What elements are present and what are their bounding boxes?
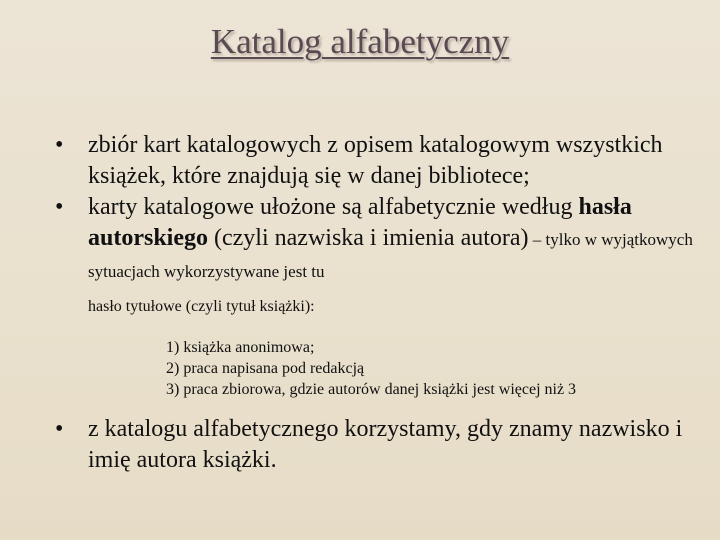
slide-title: Katalog alfabetyczny — [210, 22, 510, 61]
bullet-text-2-bold: hasła autorskiego — [88, 194, 632, 251]
bullet-item-3 — [55, 414, 695, 476]
bullet-text-1: zbiór kart katalogowych z opisem katalogowym wszystkich książek, które znajdują się w danej bibliotece; — [88, 132, 663, 189]
bullet-text-2-part2: (czyli nazwiska i imienia autora) — [208, 225, 529, 251]
slide-content — [55, 130, 695, 476]
bullet-text-2-part1: karty katalogowe ułożone są alfabetycznie według — [88, 194, 579, 220]
bullet-marker: • — [55, 194, 64, 220]
bullet-marker: • — [55, 416, 64, 442]
bullet-text-2-note2: hasło tytułowe (czyli tytuł książki): — [88, 298, 315, 315]
bullet-text-2-note: – tylko w wyjątkowych sytuacjach wykorzystywane jest tu — [88, 230, 693, 281]
sub-list-item-1: 1) książka anonimowa; — [166, 339, 315, 356]
sub-list-item-3: 3) praca zbiorowa, gdzie autorów danej książki jest więcej niż 3 — [166, 381, 577, 398]
bullet-text-2 — [88, 192, 695, 319]
bullet-marker: • — [55, 132, 64, 158]
bullet-text-3: z katalogu alfabetycznego korzystamy, gdy znamy nazwisko i imię autora książki. — [88, 416, 683, 473]
bullet-item-2 — [55, 192, 695, 400]
sub-list-item-2: 2) praca napisana pod redakcją — [166, 360, 365, 377]
bullet-item-1 — [55, 130, 695, 192]
sub-list — [88, 337, 695, 400]
